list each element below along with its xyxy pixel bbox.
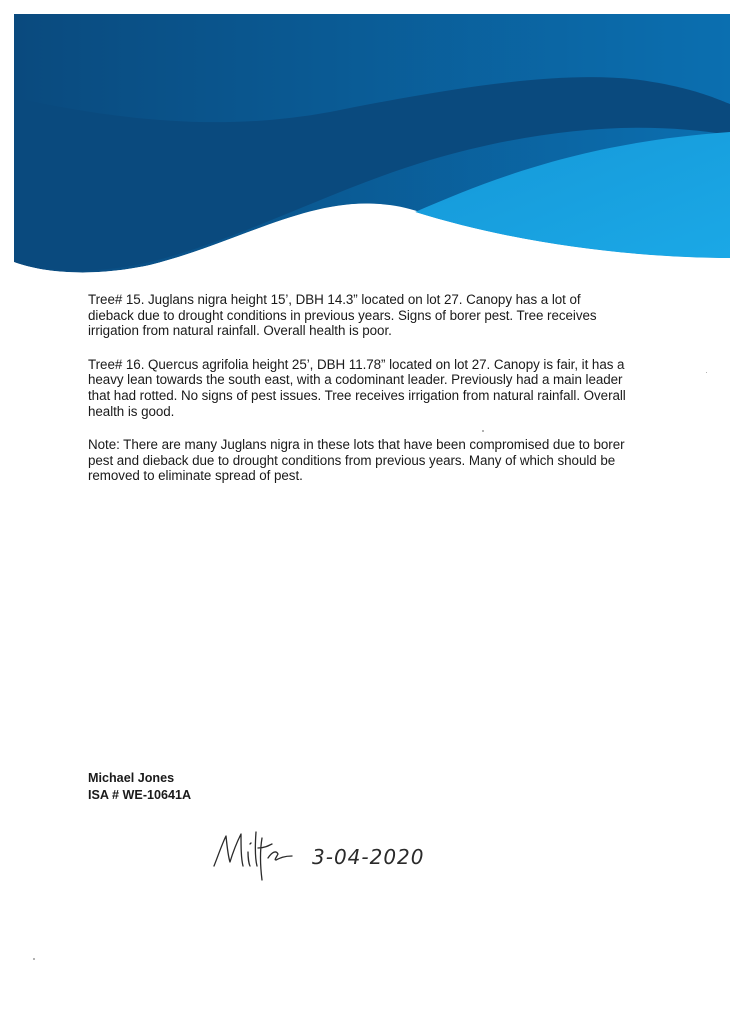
text-line: dieback due to drought conditions in previous years. Signs of borer pest. Tree receives <box>88 307 597 323</box>
signatory-certification: ISA # WE-10641A <box>88 788 192 802</box>
text-line: Tree# 16. Quercus agrifolia height 25’, DBH 11.78” located on lot 27. Canopy is fair, it has a <box>88 356 625 372</box>
text-line: removed to eliminate spread of pest. <box>88 468 303 484</box>
text-line: health is good. <box>88 403 175 419</box>
letterhead-wave-banner <box>0 0 744 300</box>
tree-16-paragraph <box>88 357 673 419</box>
signatory-name: Michael Jones <box>88 771 175 785</box>
text-line: heavy lean towards the south east, with a codominant leader. Previously had a main leader <box>88 372 623 388</box>
signature-scribble <box>214 832 292 880</box>
text-line: that had rotted. No signs of pest issues. Tree receives irrigation from natural rainfall. Overall <box>88 387 626 403</box>
text-line: Tree# 15. Juglans nigra height 15’, DBH 14.3” located on lot 27. Canopy has a lot of <box>88 292 581 307</box>
handwritten-date: 3-04-2020 <box>312 845 425 869</box>
note-paragraph <box>88 437 673 484</box>
report-body <box>88 292 673 502</box>
scan-speck <box>33 958 35 960</box>
text-line: irrigation from natural rainfall. Overall health is poor. <box>88 323 392 339</box>
tree-15-paragraph <box>88 292 673 339</box>
text-line: Note: There are many Juglans nigra in these lots that have been compromised due to borer <box>88 437 625 453</box>
text-line: pest and dieback due to drought conditions from previous years. Many of which should be <box>88 452 616 468</box>
scan-speck <box>482 430 484 432</box>
scan-speck <box>706 372 707 373</box>
handwritten-signature <box>210 822 440 884</box>
signatory-block <box>88 770 191 804</box>
